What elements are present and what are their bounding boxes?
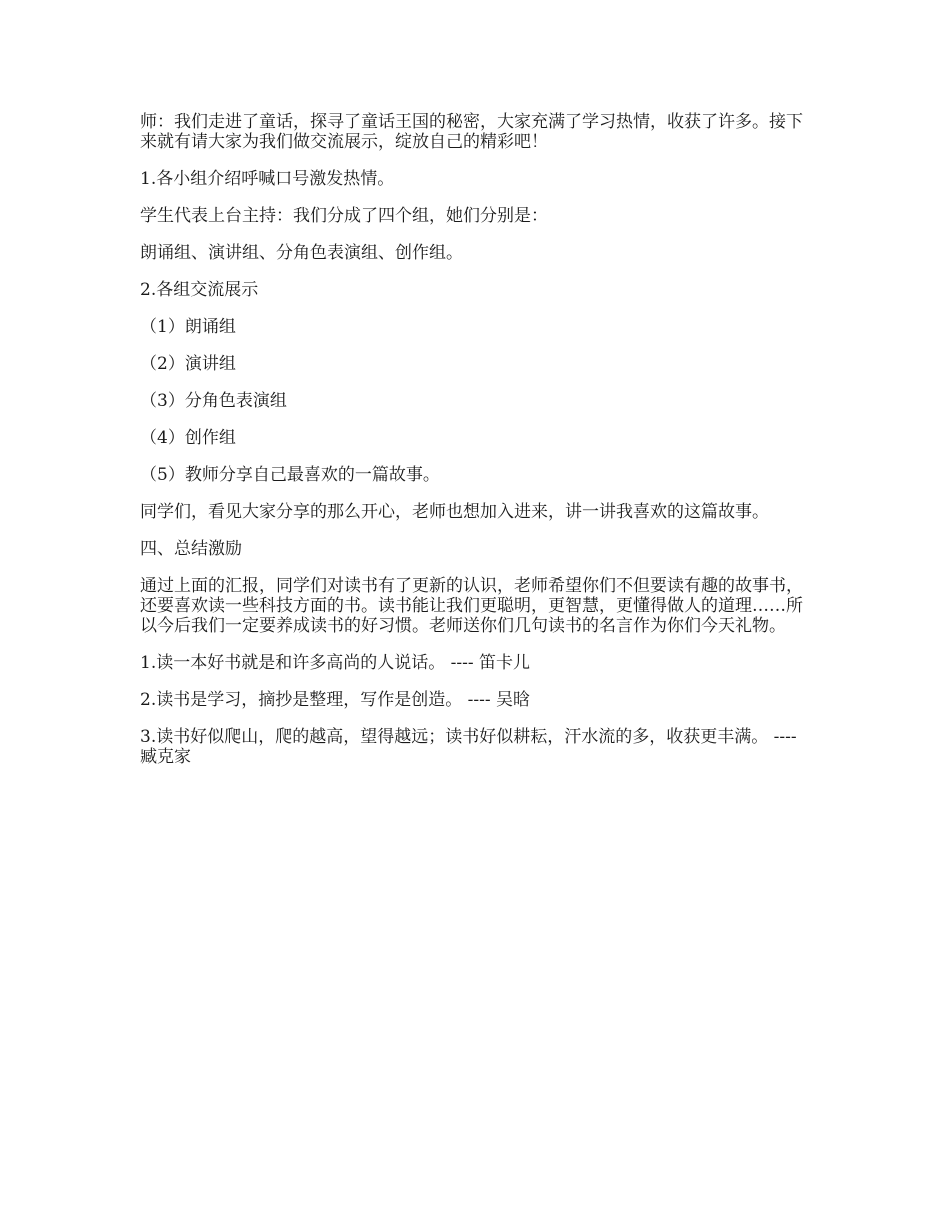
- list-item-role-play: （3）分角色表演组: [140, 391, 287, 411]
- paragraph-summary: 通过上面的汇报，同学们对读书有了更新的认识，老师希望你们不但要读有趣的故事书，还要喜欢读一些科技方面的书。读书能让我们更聪明，更智慧，更懂得做人的道理……所以今后我们一定要养成读书的好习惯。老师送你们几句读书的名言作为你们今天礼物。: [140, 576, 803, 636]
- list-item-speech: （2）演讲组: [140, 354, 236, 374]
- quote-zang-kejia: 3.读书好似爬山，爬的越高，望得越远；读书好似耕耘，汗水流的多，收获更丰满。 ---- 臧克家: [140, 727, 797, 767]
- paragraph-step-1: 1.各小组介绍呼喊口号激发热情。: [140, 169, 395, 189]
- quote-descartes: 1.读一本好书就是和许多高尚的人说话。 ---- 笛卡儿: [140, 653, 531, 673]
- paragraph-step-2: 2.各组交流展示: [140, 280, 259, 300]
- list-item-teacher-story: （5）教师分享自己最喜欢的一篇故事。: [140, 465, 440, 485]
- paragraph-groups: 朗诵组、演讲组、分角色表演组、创作组。: [140, 243, 463, 263]
- paragraph-intro: 师：我们走进了童话，探寻了童话王国的秘密，大家充满了学习热情，收获了许多。接下来就有请大家为我们做交流展示，绽放自己的精彩吧！: [140, 112, 803, 152]
- quote-wu-han: 2.读书是学习，摘抄是整理，写作是创造。 ---- 吴晗: [140, 690, 531, 710]
- list-item-recitation: （1）朗诵组: [140, 317, 236, 337]
- paragraph-host: 学生代表上台主持：我们分成了四个组，她们分别是：: [140, 206, 548, 226]
- list-item-creation: （4）创作组: [140, 428, 236, 448]
- document-body: [140, 112, 812, 784]
- paragraph-teacher-joins: 同学们，看见大家分享的那么开心，老师也想加入进来，讲一讲我喜欢的这篇故事。: [140, 502, 769, 522]
- section-heading-summary: 四、总结激励: [140, 539, 242, 559]
